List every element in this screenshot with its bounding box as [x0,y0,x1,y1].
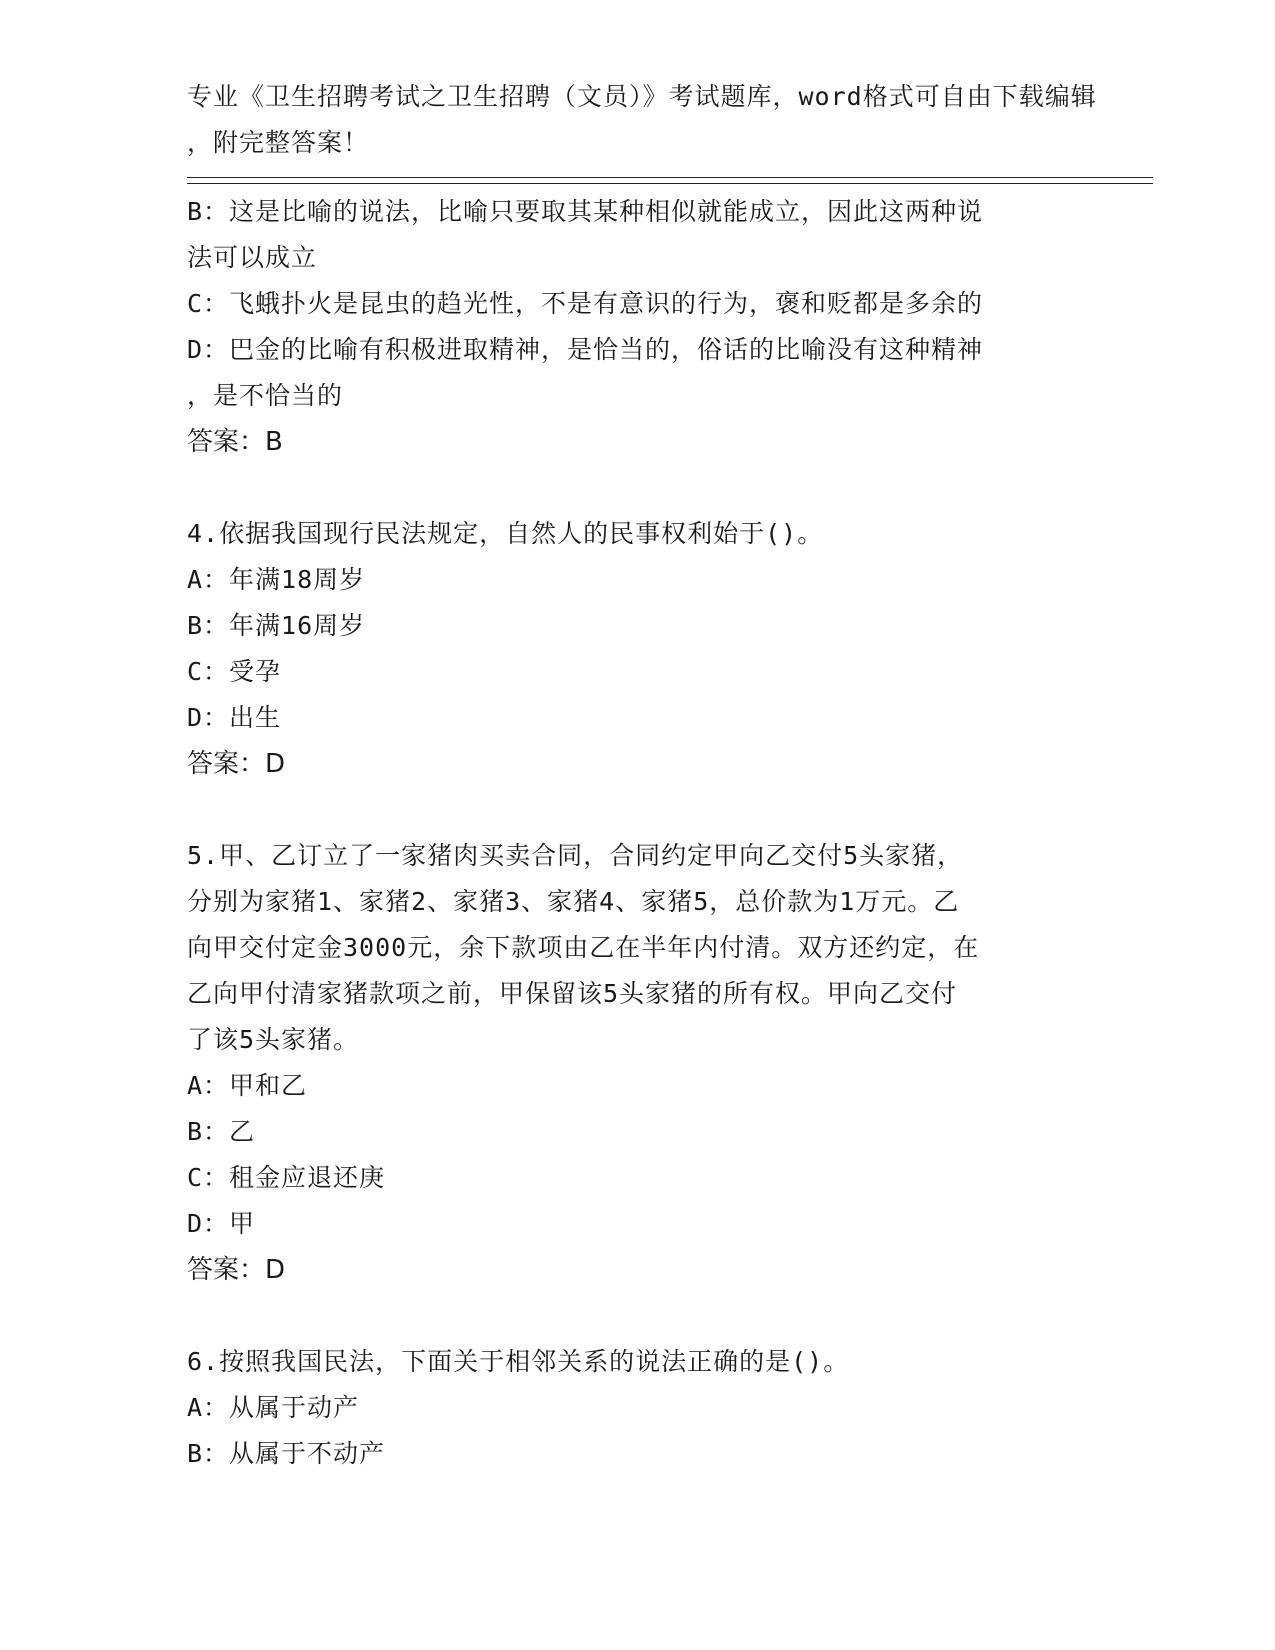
option-a: A：从属于动产 [187,1393,360,1422]
header-title-line-1: 专业《卫生招聘考试之卫生招聘（文员）》考试题库，word格式可自由下载编辑 [187,82,1097,111]
option-b: B：乙 [187,1117,256,1146]
option-c: C：受孕 [187,657,282,686]
question-5-block [187,833,1077,1293]
option-line: D：巴金的比喻有积极进取精神，是恰当的，俗话的比喻没有这种精神 [187,335,984,364]
header-title-line-2: ，附完整答案！ [187,128,370,157]
option-line: 法可以成立 [187,243,318,272]
document-header [187,74,1097,166]
header-divider-top [187,177,1153,178]
answer-line: 答案：D [187,1255,286,1285]
question-stem-line: 乙向甲付清家猪款项之前，甲保留该5头家猪的所有权。甲向乙交付 [187,979,958,1008]
spacer [187,465,1077,511]
option-line: ，是不恰当的 [187,381,344,410]
question-stem-line: 向甲交付定金3000元，余下款项由乙在半年内付清。双方还约定，在 [187,933,980,962]
option-b: B：从属于不动产 [187,1439,386,1468]
option-a: A：甲和乙 [187,1071,308,1100]
prev-question-block [187,189,1077,465]
question-stem: 6.按照我国民法，下面关于相邻关系的说法正确的是()。 [187,1347,850,1376]
question-content [187,189,1077,1477]
option-b: B：年满16周岁 [187,611,366,640]
option-c: C：租金应退还庚 [187,1163,386,1192]
option-a: A：年满18周岁 [187,565,366,594]
option-line: C：飞蛾扑火是昆虫的趋光性，不是有意识的行为，褒和贬都是多余的 [187,289,984,318]
option-d: D：出生 [187,703,282,732]
question-stem-line: 5.甲、乙订立了一家猪肉买卖合同，合同约定甲向乙交付5头家猪， [187,841,964,870]
spacer [187,787,1077,833]
answer-line: 答案：B [187,427,283,457]
question-stem: 4.依据我国现行民法规定，自然人的民事权利始于()。 [187,519,824,548]
header-divider-bottom [187,183,1153,184]
question-4-block [187,511,1077,787]
question-6-block [187,1339,1077,1477]
answer-line: 答案：D [187,749,286,779]
option-d: D：甲 [187,1209,256,1238]
question-stem-line: 了该5头家猪。 [187,1025,360,1054]
spacer [187,1293,1077,1339]
question-stem-line: 分别为家猪1、家猪2、家猪3、家猪4、家猪5，总价款为1万元。乙 [187,887,960,916]
option-line: B：这是比喻的说法，比喻只要取其某种相似就能成立，因此这两种说 [187,197,984,226]
